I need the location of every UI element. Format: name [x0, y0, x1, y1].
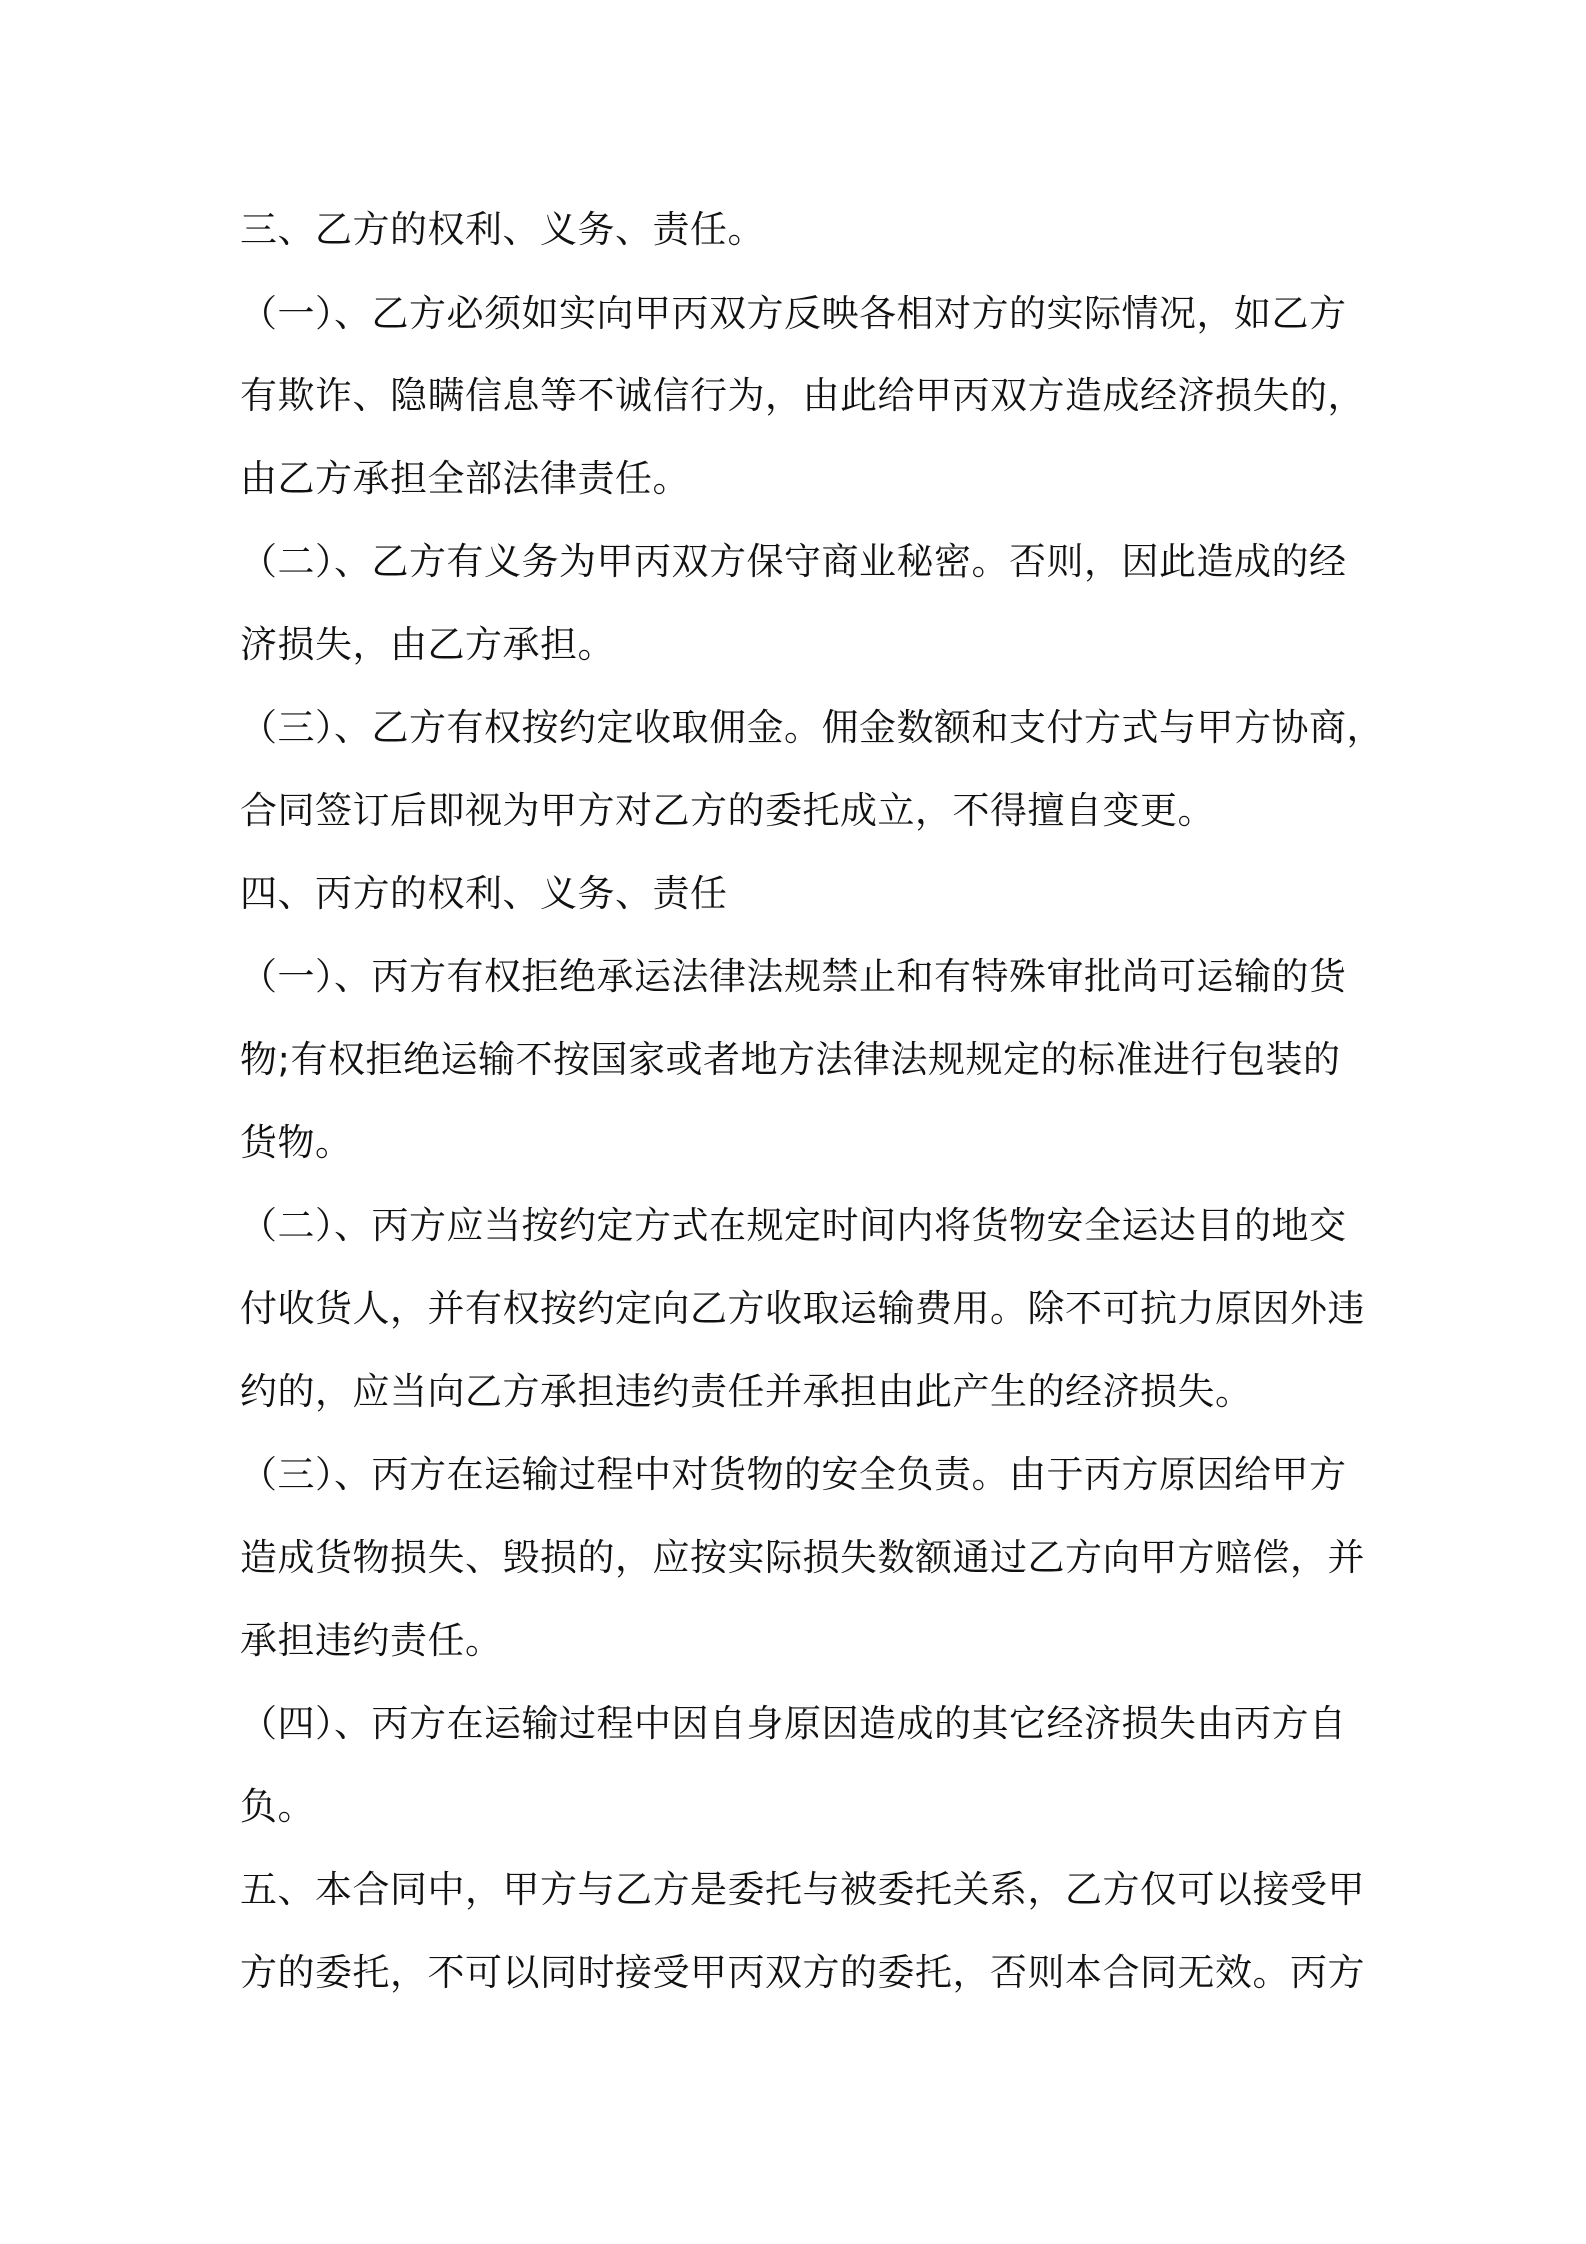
section-5-line-2: 方的委托，不可以同时接受甲丙双方的委托，否则本合同无效。丙方 — [240, 1951, 1365, 1994]
clause-3-2-line-2: 济损失，由乙方承担。 — [240, 623, 615, 666]
section-5-line-1: 五、本合同中，甲方与乙方是委托与被委托关系，乙方仅可以接受甲 — [240, 1868, 1365, 1911]
clause-4-4-line-2: 负。 — [240, 1785, 315, 1828]
clause-4-2-line-1: （二）、丙方应当按约定方式在规定时间内将货物安全运达目的地交 — [240, 1204, 1347, 1247]
clause-3-3-line-1: （三）、乙方有权按约定收取佣金。佣金数额和支付方式与甲方协商， — [240, 706, 1384, 749]
clause-3-1-line-1: （一）、乙方必须如实向甲丙双方反映各相对方的实际情况，如乙方 — [240, 292, 1347, 335]
clause-4-3-line-1: （三）、丙方在运输过程中对货物的安全负责。由于丙方原因给甲方 — [240, 1453, 1347, 1496]
clause-3-1-line-3: 由乙方承担全部法律责任。 — [240, 457, 690, 500]
clause-4-2-line-3: 约的，应当向乙方承担违约责任并承担由此产生的经济损失。 — [240, 1370, 1253, 1413]
clause-4-1-line-2: 物;有权拒绝运输不按国家或者地方法律法规规定的标准进行包装的 — [240, 1038, 1341, 1081]
clause-3-3-line-2: 合同签订后即视为甲方对乙方的委托成立，不得擅自变更。 — [240, 789, 1215, 832]
section-3-heading: 三、乙方的权利、义务、责任。 — [240, 208, 765, 251]
clause-4-2-line-2: 付收货人，并有权按约定向乙方收取运输费用。除不可抗力原因外违 — [240, 1287, 1365, 1330]
clause-4-3-line-3: 承担违约责任。 — [240, 1619, 503, 1662]
clause-4-4-line-1: （四）、丙方在运输过程中因自身原因造成的其它经济损失由丙方自 — [240, 1702, 1347, 1745]
clause-3-1-line-2: 有欺诈、隐瞒信息等不诚信行为，由此给甲丙双方造成经济损失的， — [240, 374, 1365, 417]
clause-3-2-line-1: （二）、乙方有义务为甲丙双方保守商业秘密。否则，因此造成的经 — [240, 540, 1347, 583]
section-4-heading: 四、丙方的权利、义务、责任 — [240, 872, 728, 915]
clause-4-1-line-3: 货物。 — [240, 1121, 353, 1164]
clause-4-1-line-1: （一）、丙方有权拒绝承运法律法规禁止和有特殊审批尚可运输的货 — [240, 955, 1347, 998]
clause-4-3-line-2: 造成货物损失、毁损的，应按实际损失数额通过乙方向甲方赔偿，并 — [240, 1536, 1365, 1579]
